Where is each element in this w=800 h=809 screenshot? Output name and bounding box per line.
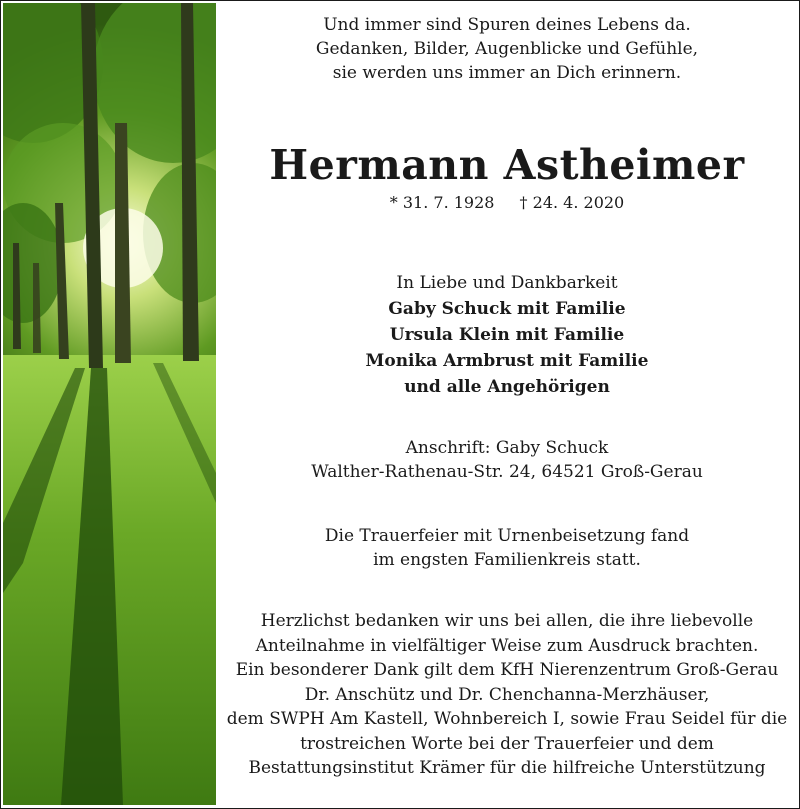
thanks-line: trostreichen Worte bei der Trauerfeier und dem — [300, 733, 714, 754]
thanks-line: Herzlichst bedanken wir uns bei allen, die ihre liebevolle — [260, 611, 754, 631]
thanks-line: Anteilnahme in vielfältiger Weise zum Ausdruck brachten. — [255, 635, 759, 656]
acknowledgements — [218, 609, 796, 781]
mourner: Ursula Klein mit Familie — [389, 325, 625, 345]
mourners-intro: In Liebe und Dankbarkeit — [396, 273, 618, 293]
address-line: Anschrift: Gaby Schuck — [405, 438, 609, 458]
mourner: und alle Angehörigen — [404, 377, 610, 397]
verse-line: Gedanken, Bilder, Augenblicke und Gefühle, — [315, 39, 699, 59]
obituary-text — [218, 0, 796, 809]
mourner: Monika Armbrust mit Familie — [365, 351, 649, 371]
birth-date: * 31. 7. 1928 — [389, 193, 495, 212]
death-date: † 24. 4. 2020 — [519, 193, 625, 212]
address-line: Walther-Rathenau-Str. 24, 64521 Groß-Gerau — [311, 462, 703, 482]
thanks-line: Bestattungsinstitut Krämer für die hilfreiche Unterstützung — [248, 758, 766, 778]
mourners-list — [218, 270, 796, 400]
thanks-line: Ein besonderer Dank gilt dem KfH Nierenzentrum Groß-Gerau — [235, 660, 779, 680]
thanks-line: dem SWPH Am Kastell, Wohnbereich I, sowie Frau Seidel für die — [226, 709, 788, 729]
mourner: Gaby Schuck mit Familie — [388, 299, 626, 319]
funeral-line: im engsten Familienkreis statt. — [373, 550, 641, 570]
funeral-line: Die Trauerfeier mit Urnenbeisetzung fand — [324, 526, 690, 546]
life-dates — [218, 192, 796, 214]
thanks-line: Dr. Anschütz und Dr. Chenchanna-Merzhäuser, — [304, 684, 710, 705]
contact-address — [218, 436, 796, 484]
memorial-verse — [218, 13, 796, 85]
deceased-name: Hermann Astheimer — [269, 141, 745, 189]
verse-line: sie werden uns immer an Dich erinnern. — [332, 63, 682, 83]
funeral-note — [218, 524, 796, 572]
park-trees-sunlight-image — [3, 3, 216, 805]
verse-line: Und immer sind Spuren deines Lebens da. — [323, 15, 691, 35]
